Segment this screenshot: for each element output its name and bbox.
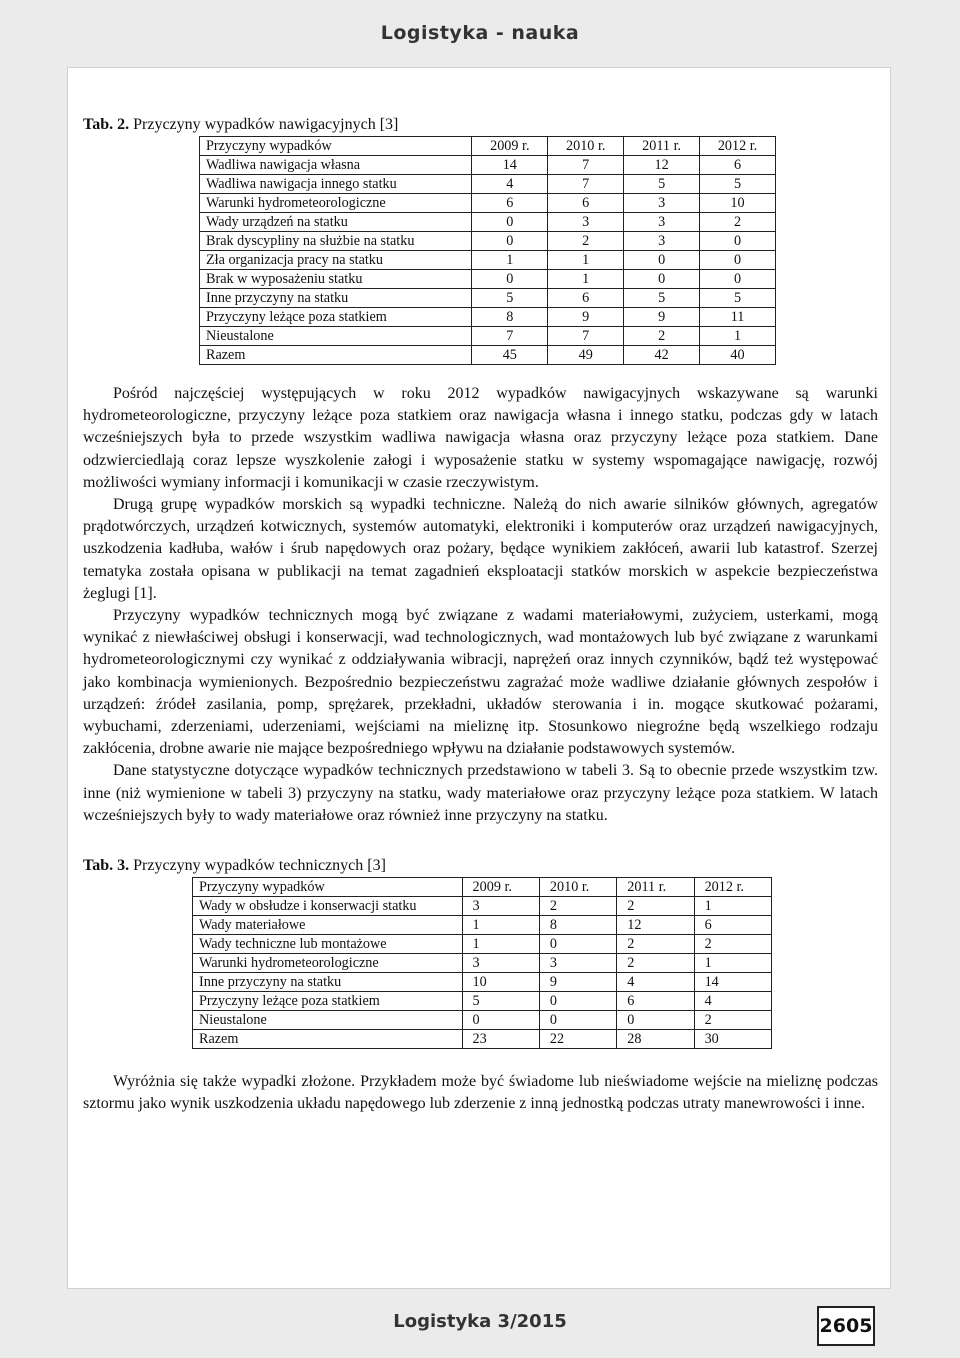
table-cell: 0 xyxy=(539,935,616,954)
table-cell: 2 xyxy=(624,327,700,346)
table-cell: 4 xyxy=(472,175,548,194)
table-header-cell: 2011 r. xyxy=(617,878,694,897)
table-cell: 12 xyxy=(624,156,700,175)
table-cell: 0 xyxy=(539,992,616,1011)
table-cell: Wady techniczne lub montażowe xyxy=(193,935,463,954)
table-cell: 4 xyxy=(617,973,694,992)
table-cell: Przyczyny leżące poza statkiem xyxy=(193,992,463,1011)
table-cell: Wady urządzeń na statku xyxy=(200,213,472,232)
table-cell: 2 xyxy=(694,935,771,954)
document-page xyxy=(67,67,891,1289)
table3-technical-accidents xyxy=(192,877,772,1049)
table-cell: 12 xyxy=(617,916,694,935)
table-cell: Razem xyxy=(193,1030,463,1049)
table-cell: 0 xyxy=(700,270,776,289)
body-paragraph: Pośród najczęściej występujących w roku 2012 wypadków nawigacyjnych wskazywane są warunki hydrometeorologiczne, przyczyny leżące poza statkiem oraz nawigacja własna i innego statku, podczas gdy w latach wcześniejszych była to przede wszystkim wadliwa nawigacja własna oraz przyczyny leżące poza statkiem. Dane odzwierciedlają coraz lepsze wyszkolenie załogi i wyposażenie statku w systemy wspomagające nawigację, rozwój możliwości wymiany informacji i komunikacji w czasie rzeczywistym. xyxy=(83,385,878,491)
table-cell: Nieustalone xyxy=(193,1011,463,1030)
table-cell: Brak dyscypliny na służbie na statku xyxy=(200,232,472,251)
body-text-section-a xyxy=(83,383,878,827)
table-cell: 0 xyxy=(700,251,776,270)
table-cell: 5 xyxy=(624,289,700,308)
table-cell: 5 xyxy=(700,175,776,194)
table-row xyxy=(193,935,772,954)
table-header-cell: Przyczyny wypadków xyxy=(200,137,472,156)
table-cell: 28 xyxy=(617,1030,694,1049)
table2-caption xyxy=(83,116,878,134)
table-cell: 5 xyxy=(472,289,548,308)
body-paragraph: Dane statystyczne dotyczące wypadków technicznych przedstawiono w tabeli 3. Są to obecnie przede wszystkim tzw. inne (niż wymienione w tabeli 3) przyczyny na statku, wady materiałowe oraz przyczyny leżące poza statkiem. W latach wcześniejszych były to wady materiałowe oraz również inne przyczyny na statku. xyxy=(83,762,878,824)
table-cell: 2 xyxy=(539,897,616,916)
table-cell: 0 xyxy=(539,1011,616,1030)
table-cell: 8 xyxy=(472,308,548,327)
table-cell: 6 xyxy=(694,916,771,935)
table-cell: 9 xyxy=(539,973,616,992)
table-cell: 22 xyxy=(539,1030,616,1049)
table-cell: Wady materiałowe xyxy=(193,916,463,935)
table-row xyxy=(200,156,776,175)
table-cell: 10 xyxy=(462,973,539,992)
table-cell: 3 xyxy=(624,213,700,232)
table-cell: Brak w wyposażeniu statku xyxy=(200,270,472,289)
table-row xyxy=(193,897,772,916)
table-cell: 5 xyxy=(624,175,700,194)
table-cell: 3 xyxy=(624,232,700,251)
table-cell: Razem xyxy=(200,346,472,365)
table-cell: 0 xyxy=(617,1011,694,1030)
journal-section-title: Logistyka - nauka xyxy=(380,22,580,44)
table-cell: Wady w obsłudze i konserwacji statku xyxy=(193,897,463,916)
table-header-row xyxy=(193,878,772,897)
table-header-cell: 2012 r. xyxy=(694,878,771,897)
table2-navigational-accidents xyxy=(199,136,776,365)
body-paragraph: Wyróżnia się także wypadki złożone. Przykładem może być świadome lub nieświadome wejście na mieliznę podczas sztormu jako wynik uszkodzenia układu napędowego lub zderzenie z inną jednostką podczas utraty manewrowości i inne. xyxy=(83,1073,878,1113)
table-cell: 6 xyxy=(548,289,624,308)
table-cell: 2 xyxy=(617,935,694,954)
table-cell: 0 xyxy=(624,270,700,289)
table-cell: 7 xyxy=(548,175,624,194)
table-row xyxy=(193,992,772,1011)
table-cell: Zła organizacja pracy na statku xyxy=(200,251,472,270)
table-row xyxy=(200,308,776,327)
table2-caption-text: Przyczyny wypadków nawigacyjnych [3] xyxy=(129,116,399,133)
table-cell: 1 xyxy=(548,270,624,289)
table-cell: 6 xyxy=(617,992,694,1011)
table-cell: 8 xyxy=(539,916,616,935)
table-row xyxy=(193,973,772,992)
table-cell: 3 xyxy=(548,213,624,232)
table-row xyxy=(200,251,776,270)
table-row xyxy=(200,232,776,251)
page-number: 2605 xyxy=(817,1306,875,1346)
table-cell: 2 xyxy=(700,213,776,232)
table-cell: 14 xyxy=(694,973,771,992)
table-header-cell: 2010 r. xyxy=(539,878,616,897)
table3-caption-prefix: Tab. 3. xyxy=(83,857,130,875)
table-row xyxy=(193,1011,772,1030)
table-cell: 2 xyxy=(548,232,624,251)
table-cell: 3 xyxy=(624,194,700,213)
table-cell: 9 xyxy=(624,308,700,327)
table-cell: 3 xyxy=(462,897,539,916)
table-cell: 1 xyxy=(462,935,539,954)
table-cell: 7 xyxy=(548,156,624,175)
table-cell: 9 xyxy=(548,308,624,327)
body-text-section-b xyxy=(83,1071,878,1115)
journal-issue: Logistyka 3/2015 xyxy=(393,1311,567,1332)
table-cell: 10 xyxy=(700,194,776,213)
table-row xyxy=(200,289,776,308)
table-cell: Warunki hydrometeorologiczne xyxy=(193,954,463,973)
table-row xyxy=(200,194,776,213)
table-cell: Wadliwa nawigacja innego statku xyxy=(200,175,472,194)
table-cell: 40 xyxy=(700,346,776,365)
table-header-row xyxy=(200,137,776,156)
table-row xyxy=(193,954,772,973)
table-header-cell: 2011 r. xyxy=(624,137,700,156)
page-content xyxy=(83,116,878,1115)
table-header-cell: 2010 r. xyxy=(548,137,624,156)
table-cell: 30 xyxy=(694,1030,771,1049)
table-header-cell: Przyczyny wypadków xyxy=(193,878,463,897)
table-cell: 11 xyxy=(700,308,776,327)
table-row xyxy=(193,916,772,935)
table-cell: 1 xyxy=(700,327,776,346)
table-cell: 3 xyxy=(462,954,539,973)
table-row xyxy=(193,1030,772,1049)
table-cell: 6 xyxy=(472,194,548,213)
table-cell: 1 xyxy=(548,251,624,270)
table-cell: 0 xyxy=(624,251,700,270)
table-header-cell: 2009 r. xyxy=(472,137,548,156)
table-cell: 0 xyxy=(462,1011,539,1030)
table-cell: 2 xyxy=(617,954,694,973)
table2-caption-prefix: Tab. 2. xyxy=(83,116,130,133)
body-paragraph: Drugą grupę wypadków morskich są wypadki techniczne. Należą do nich awarie silników głównych, agregatów prądotwórczych, urządzeń kotwicznych, systemów automatyki, elektroniki i komputerów oraz urządzeń nawigacyjnych, uszkodzenia kadłuba, wałów i śrub napędowych oraz pożary, będące wynikiem zakłóceń, awarii lub katastrof. Szerzej tematyka została opisana w publikacji na temat zagadnień eksploatacji statków morskich w aspekcie bezpieczeństwa żeglugi [1]. xyxy=(83,496,878,602)
table-cell: 1 xyxy=(694,897,771,916)
table-cell: Nieustalone xyxy=(200,327,472,346)
table-cell: Inne przyczyny na statku xyxy=(200,289,472,308)
table3-caption-text: Przyczyny wypadków technicznych [3] xyxy=(129,857,386,875)
table-cell: 5 xyxy=(700,289,776,308)
table-cell: 45 xyxy=(472,346,548,365)
table-cell: 23 xyxy=(462,1030,539,1049)
table-cell: 49 xyxy=(548,346,624,365)
table-cell: 7 xyxy=(472,327,548,346)
table3-caption xyxy=(83,857,878,875)
table-row xyxy=(200,346,776,365)
table-cell: 0 xyxy=(472,232,548,251)
table-cell: 1 xyxy=(472,251,548,270)
table-cell: 2 xyxy=(617,897,694,916)
table-cell: 2 xyxy=(694,1011,771,1030)
table-row xyxy=(200,327,776,346)
table-header-cell: 2009 r. xyxy=(462,878,539,897)
table-cell: Inne przyczyny na statku xyxy=(193,973,463,992)
table-cell: 1 xyxy=(694,954,771,973)
table-cell: Wadliwa nawigacja własna xyxy=(200,156,472,175)
table-cell: Warunki hydrometeorologiczne xyxy=(200,194,472,213)
body-paragraph: Przyczyny wypadków technicznych mogą być związane z wadami materiałowymi, zużyciem, usterkami, mogą wynikać z niewłaściwej obsługi i konserwacji, wad technologicznych, wad montażowych lub być związane z warunkami hydrometeorologicznymi czy wynikać z oddziaływania wibracji, naprężeń oraz innych czynników, bądź też występować jako kombinacja wymienionych. Bezpośrednio bezpieczeństwu zagrażać może wadliwe działanie głównych zespołów i urządzeń: źródeł zasilania, pomp, sprężarek, przekładni, układów sterowania i in. mogące skutkować pożarami, wybuchami, zderzeniami, uderzeniami, wejściami na mieliznę itp. Stosunkowo niegroźne będą wszelkiego rodzaju zakłócenia, drobne awarie nie mające bezpośredniego wpływu na działanie podstawowych systemów. xyxy=(83,607,878,758)
table-cell: 6 xyxy=(548,194,624,213)
table-row xyxy=(200,213,776,232)
table-cell: 4 xyxy=(694,992,771,1011)
table-cell: 6 xyxy=(700,156,776,175)
table-cell: 0 xyxy=(700,232,776,251)
table-cell: Przyczyny leżące poza statkiem xyxy=(200,308,472,327)
table-row xyxy=(200,270,776,289)
table-header-cell: 2012 r. xyxy=(700,137,776,156)
table-cell: 14 xyxy=(472,156,548,175)
table-cell: 1 xyxy=(462,916,539,935)
table-row xyxy=(200,175,776,194)
table-cell: 0 xyxy=(472,270,548,289)
table-cell: 5 xyxy=(462,992,539,1011)
table-cell: 3 xyxy=(539,954,616,973)
table-cell: 42 xyxy=(624,346,700,365)
table-cell: 0 xyxy=(472,213,548,232)
table-cell: 7 xyxy=(548,327,624,346)
